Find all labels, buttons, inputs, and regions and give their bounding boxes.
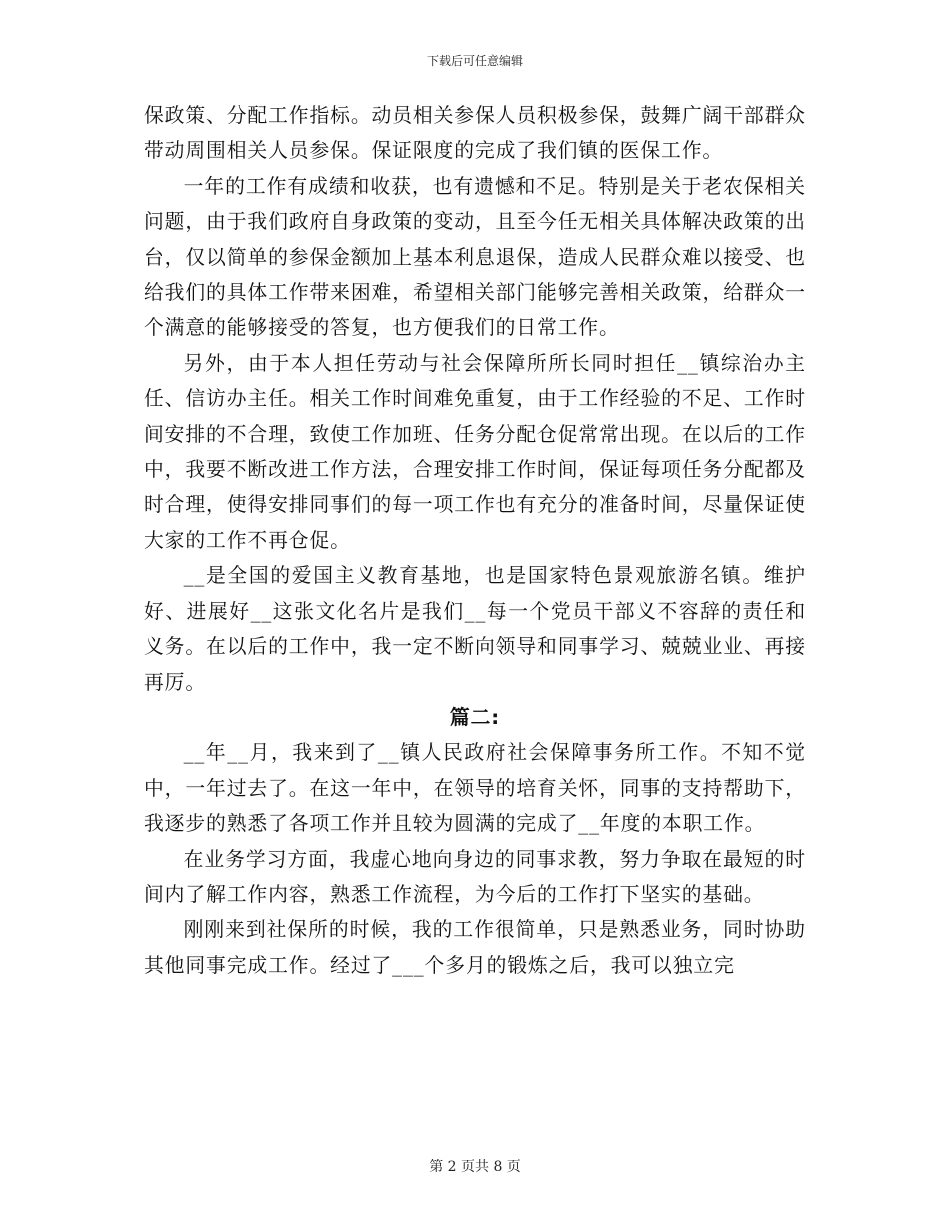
paragraph-6: 在业务学习方面，我虚心地向身边的同事求教，努力争取在最短的时间内了解工作内容，熟悉工作流程，为今后的工作打下坚实的基础。 xyxy=(144,847,806,906)
paragraph-3: 另外，由于本人担任劳动与社会保障所所长同时担任__镇综治办主任、信访办主任。相关工作时间难免重复，由于工作经验的不足、工作时间安排的不合理，致使工作加班、任务分配仓促常常出现。在以后的工作中，我要不断改进工作方法，合理安排工作时间，保证每项任务分配都及时合理，使得安排同事们的每一项工作也有充分的准备时间，尽量保证使大家的工作不再仓促。 xyxy=(144,351,806,552)
paragraph-2: 一年的工作有成绩和收获，也有遗憾和不足。特别是关于老农保相关问题，由于我们政府自身政策的变动，且至今任无相关具体解决政策的出台，仅以简单的参保金额加上基本利息退保，造成人民群众难以接受、也给我们的具体工作带来困难，希望相关部门能够完善相关政策，给群众一个满意的能够接受的答复，也方便我们的日常工作。 xyxy=(144,174,806,340)
section-heading: 篇二: xyxy=(449,705,501,729)
page-footer: 第 2 页共 8 页 xyxy=(429,1159,521,1175)
paragraph-7: 刚刚来到社保所的时候，我的工作很简单，只是熟悉业务，同时协助其他同事完成工作。经过了___个多月的锻炼之后，我可以独立完 xyxy=(144,918,806,977)
page-header: 下载后可任意编辑 xyxy=(426,54,523,68)
paragraph-5: __年__月，我来到了__镇人民政府社会保障事务所工作。不知不觉中，一年过去了。在这一年中，在领导的培育关怀，同事的支持帮助下，我逐步的熟悉了各项工作并且较为圆满的完成了__年度的本职工作。 xyxy=(144,741,806,836)
document-body xyxy=(144,98,806,983)
paragraph-4: __是全国的爱国主义教育基地，也是国家特色景观旅游名镇。维护好、进展好__这张文化名片是我们__每一个党员干部义不容辞的责任和义务。在以后的工作中，我一定不断向领导和同事学习、兢兢业业、再接再厉。 xyxy=(144,564,806,694)
paragraph-1: 保政策、分配工作指标。动员相关参保人员积极参保，鼓舞广阔干部群众带动周围相关人员参保。保证限度的完成了我们镇的医保工作。 xyxy=(144,104,806,163)
